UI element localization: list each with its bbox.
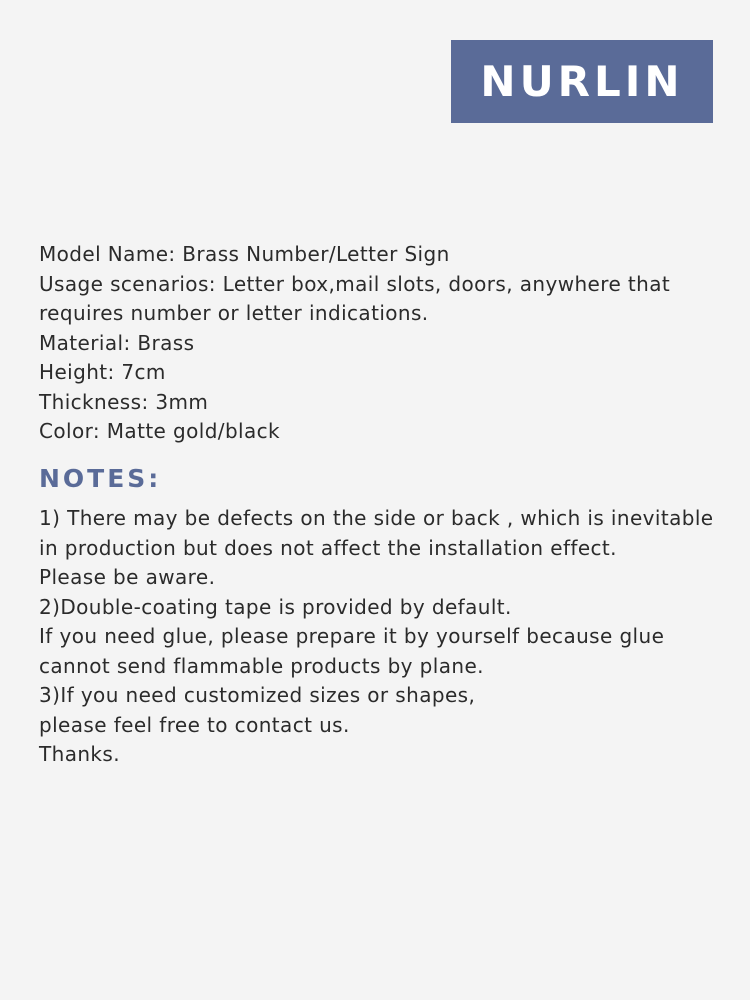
spec-height: Height: 7cm [39,360,166,384]
product-specs [39,240,729,447]
note-line: If you need glue, please prepare it by yourself because glue [39,624,665,648]
spec-thickness: Thickness: 3mm [39,389,209,414]
notes-body [39,504,739,770]
spec-usage-scenarios-cont: requires number or letter indications. [39,301,429,325]
spec-material: Material: Brass [39,330,195,355]
spec-model-name: Model Name: Brass Number/Letter Sign [39,242,450,266]
note-line: 1) There may be defects on the side or back , which is inevitable [39,506,714,530]
note-line: cannot send flammable products by plane. [39,653,484,678]
note-line: in production but does not affect the installation effect. [39,535,617,560]
note-line: 2)Double-coating tape is provided by default. [39,594,512,619]
brand-name: NURLIN [480,57,684,106]
note-line: please feel free to contact us. [39,712,350,737]
brand-logo-box [451,40,713,123]
note-line: Thanks. [39,742,120,766]
notes-heading: NOTES: [39,464,162,493]
spec-color: Color: Matte gold/black [39,419,281,443]
note-line: 3)If you need customized sizes or shapes, [39,683,476,707]
spec-usage-scenarios: Usage scenarios: Letter box,mail slots, doors, anywhere that [39,271,671,296]
note-line: Please be aware. [39,565,216,589]
